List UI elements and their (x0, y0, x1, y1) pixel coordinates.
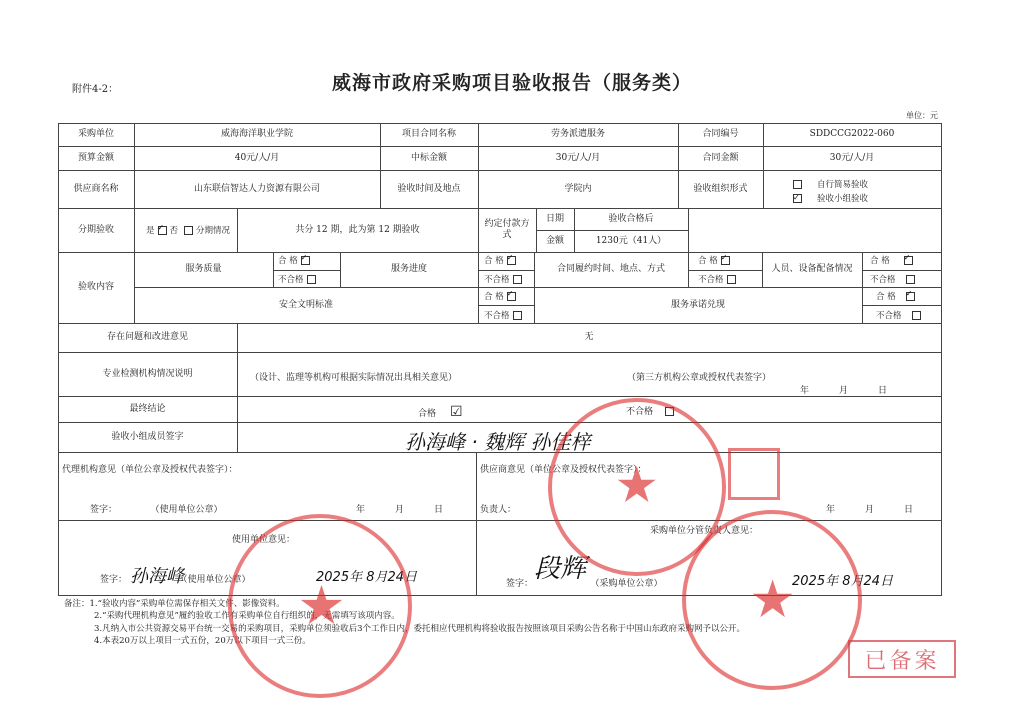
purchaser-sign: 签字： （采购单位公章） (506, 579, 663, 589)
bid-label: 中标金额 (410, 152, 447, 163)
checkbox-staff-pass[interactable] (904, 256, 913, 265)
budget-label: 预算金额 (77, 152, 114, 163)
commitment-fail: 不合格 (876, 309, 924, 321)
checkbox-progress-pass[interactable] (507, 256, 516, 265)
supplier-opinion: 供应商意见（单位公章及授权代表签字）： (480, 465, 647, 475)
purchaser-sign-date: 2025年 8月24日 (792, 574, 894, 589)
pro-date: 年 月 日 (800, 386, 888, 396)
checkbox-quality-pass[interactable] (301, 256, 310, 265)
safety-pass: 合 格 ✓ (484, 290, 519, 302)
contract-name-label: 项目合同名称 (401, 129, 456, 140)
unit-label: 单位：元 (906, 111, 938, 120)
contract-name-value: 劳务派遣服务 (550, 129, 605, 140)
progress-pass: 合 格 ✓ (484, 254, 519, 266)
payment-label: 约定付款方式 (484, 219, 530, 240)
checkbox-safety-pass[interactable] (507, 292, 516, 301)
final-fail: 不合格 (626, 404, 677, 417)
commitment-pass: 合 格 ✓ (876, 290, 918, 302)
attachment-label: 附件4-2： (72, 84, 119, 95)
phase-options: 是✓ 否 分期情况 (146, 224, 230, 236)
contract-amount-value: 30元/人/月 (829, 152, 875, 163)
checkbox-staff-fail[interactable] (906, 275, 915, 284)
purchaser-opinion: 采购单位分管负责人意见： (650, 526, 759, 536)
user-sign: 签字： （使用单位公章） (100, 575, 251, 585)
personal-seal (728, 448, 780, 500)
supplier-date: 年 月 日 (826, 505, 914, 515)
star-icon: ★ (300, 578, 344, 634)
checkbox-quality-fail[interactable] (307, 275, 316, 284)
time-pass: 合 格 ✓ (698, 254, 733, 266)
date-value: 验收合格后 (608, 213, 654, 224)
page-title: 威海市政府采购项目验收报告（服务类） (331, 72, 692, 94)
notes: 备注：1.“验收内容”采购单位需保存相关文件、影像资料。 2.“采购代理机构意见”履约验收工作有采购单位自行组织的，无需填写该项内容。 3.凡纳入市公共资源交易平台统一交易的采购项目，采购单位须验收后3个工作日内，委托相应代理机构将验收报告按照该项目采购公告名称于中国山东政府采购网予以公开。 4.本表20万以上项目一式五份，20万以下项目一式三份。 (64, 599, 746, 646)
service-progress-label: 服务进度 (390, 264, 427, 275)
checkbox-self[interactable] (793, 180, 802, 189)
members-label: 验收小组成员签字 (111, 431, 184, 442)
contract-no-value: SDDCCG2022-060 (809, 129, 895, 140)
form-options: 自行简易验收 ✓验收小组验收 (790, 178, 868, 206)
staff-pass: 合 格 ✓ (870, 254, 916, 266)
purchaser-value: 威海海洋职业学院 (220, 129, 293, 140)
members-signature: 孙海峰 · 魏辉 孙佳梓 (405, 430, 591, 454)
contract-time-label: 合同履约时间、地点、方式 (556, 264, 665, 275)
supplier-label: 供应商名称 (73, 183, 119, 194)
checkbox-phase-yes[interactable] (158, 226, 167, 235)
bid-value: 30元/人/月 (555, 152, 601, 163)
pro-label: 专业检测机构情况说明 (102, 368, 193, 379)
purchaser-seal (682, 510, 862, 690)
agency-sign: 签字： （使用单位公章） (90, 505, 223, 515)
time-place-label: 验收时间及地点 (397, 183, 461, 194)
supplier-value: 山东联信智达人力资源有限公司 (193, 183, 320, 194)
agency-date: 年 月 日 (356, 505, 444, 515)
check-mark-icon: ☑ (450, 404, 463, 420)
commitment-label: 服务承诺兑现 (670, 299, 725, 310)
amount-label: 金额 (545, 235, 564, 246)
purchaser-signature: 段辉 (534, 554, 587, 584)
final-pass: 合格 ☑ (418, 404, 463, 420)
user-sign-date: 2025年 8月24日 (316, 570, 418, 585)
user-signature: 孙海峰 (130, 566, 184, 587)
safety-fail: 不合格 (484, 309, 525, 321)
form-label: 验收组织形式 (693, 183, 748, 194)
pro-value: （设计、监理等机构可根据实际情况出具相关意见） (250, 373, 458, 383)
agency-opinion: 代理机构意见（单位公章及授权代表签字）： (62, 465, 238, 475)
final-label: 最终结论 (129, 403, 166, 414)
phase-desc: 共分 12 期，此为第 12 期验收 (295, 224, 420, 235)
issues-value: 无 (584, 332, 594, 343)
user-opinion: 使用单位意见： (232, 535, 296, 545)
budget-value: 40元/人/月 (234, 152, 280, 163)
safety-label: 安全文明标准 (278, 299, 333, 310)
filed-stamp: 已备案 (848, 640, 956, 678)
staff-equip-label: 人员、设备配备情况 (771, 264, 853, 275)
third-party-label: （第三方机构公章或授权代表签字） (627, 373, 772, 383)
time-fail: 不合格 (698, 273, 739, 285)
progress-fail: 不合格 (484, 273, 525, 285)
content-label: 验收内容 (77, 282, 114, 293)
phase-label: 分期验收 (77, 224, 114, 235)
checkbox-progress-fail[interactable] (513, 275, 522, 284)
star-icon: ★ (617, 460, 657, 511)
checkbox-safety-fail[interactable] (513, 311, 522, 320)
checkbox-group[interactable] (793, 194, 802, 203)
star-icon: ★ (752, 572, 794, 626)
service-quality-label: 服务质量 (185, 264, 222, 275)
amount-value: 1230元（41人） (595, 235, 667, 246)
issues-label: 存在问题和改进意见 (106, 332, 188, 343)
time-place-value: 学院内 (564, 183, 592, 194)
date-label: 日期 (545, 213, 564, 224)
checkbox-time-fail[interactable] (727, 275, 736, 284)
quality-pass: 合 格 ✓ (278, 254, 313, 266)
checkbox-commitment-pass[interactable] (906, 292, 915, 301)
staff-fail: 不合格 (870, 273, 918, 285)
checkbox-commitment-fail[interactable] (912, 311, 921, 320)
contract-no-label: 合同编号 (702, 129, 739, 140)
supplier-charge: 负责人： (480, 505, 517, 515)
checkbox-phase-no[interactable] (184, 226, 193, 235)
school-seal (228, 514, 412, 698)
checkbox-time-pass[interactable] (721, 256, 730, 265)
quality-fail: 不合格 (278, 273, 319, 285)
purchaser-label: 采购单位 (77, 129, 114, 140)
contract-amount-label: 合同金额 (702, 152, 739, 163)
